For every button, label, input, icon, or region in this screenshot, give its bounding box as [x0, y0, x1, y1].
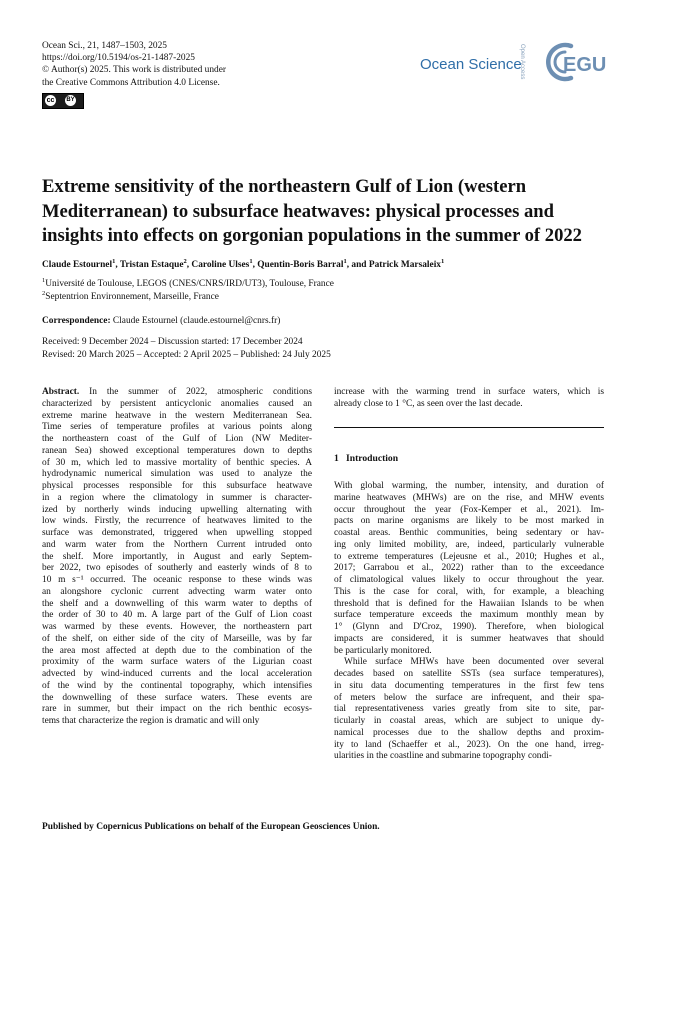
paper-title: [42, 175, 622, 249]
text-line: of 30 m, which led to massive mortality of benthic species. A: [42, 457, 312, 468]
introduction-body: [334, 481, 604, 763]
published-dates: Revised: 20 March 2025 – Accepted: 2 April 2025 – Published: 24 July 2025: [42, 350, 331, 360]
section-number: 1: [334, 453, 339, 464]
author-list: Claude Estournel$^1$, Tristan Estaque$^2$, Caroline Ulses$^1$, Quentin-Boris Barral$^1$, and Patrick Marsaleix$^1$: [42, 258, 445, 271]
text-line: the area most affected at depth due to the combination of the: [42, 645, 312, 656]
text-line: With global warming, the number, intensity, and duration of: [334, 481, 604, 491]
text-line: increase with the warming trend in surface waters, which is: [334, 387, 604, 397]
text-line: 1° (Glynn and D'Croz, 1990). Therefore, when biological: [334, 622, 604, 632]
text-line: of climatological values likely to occur throughout the year.: [334, 575, 604, 585]
text-line: 2017; Garrabou et al., 2022) rather than to the exceedance: [334, 563, 604, 574]
article-metadata: [42, 40, 226, 89]
text-line: low winds. Firstly, the recurrence of heatwaves limited to the: [42, 516, 312, 527]
license-line-1: © Author(s) 2025. This work is distributed under: [42, 65, 227, 76]
text-line: an alongshore cyclonic current advecting warm water onto: [42, 586, 312, 597]
text-line: of meters below the surface are infrequent, and their spa-: [334, 692, 604, 703]
doi-link[interactable]: https://doi.org/10.5194/os-21-1487-2025: [42, 53, 195, 64]
text-line: the shelf. More importantly, in August and early Septem-: [42, 551, 312, 562]
egu-logo: [541, 40, 607, 84]
open-access-label: Open Access: [519, 44, 525, 80]
cc-by-license-icon[interactable]: [42, 93, 84, 109]
affiliation: $^1$Université de Toulouse, LEGOS (CNES/CNRS/IRD/UT3), Toulouse, France: [42, 277, 334, 290]
cc-icon: cc: [46, 97, 55, 104]
journal-name: Ocean Science: [420, 56, 522, 73]
text-line: ticularly in coastal areas, which are subject to unique dy-: [334, 716, 604, 726]
text-line: tems that characterize the region is dramatic and will only: [42, 716, 260, 726]
title-line: Extreme sensitivity of the northeastern Gulf of Lion (western: [42, 176, 527, 197]
author-name: Claude Estournel: [42, 260, 113, 271]
section-title: Introduction: [346, 453, 399, 464]
text-line: of the wind by the continental topography, which intensifies: [42, 680, 312, 691]
citation: Ocean Sci., 21, 1487–1503, 2025: [42, 41, 167, 51]
text-line: Time series of temperature profiles at various points along: [42, 422, 312, 433]
abstract: [42, 387, 312, 728]
abstract-label: Abstract.: [42, 387, 90, 397]
text-line: tial representativeness varies greatly from site to site, par-: [334, 704, 604, 715]
text-line: ity to land (Schaeffer et al., 2023). On the one hand, irreg-: [334, 739, 604, 750]
text-line: This is the case for coral, with, for example, a bleaching: [334, 586, 604, 597]
text-line: hydrodynamic numerical simulation was used to analyze the: [42, 469, 312, 480]
section-heading: [334, 453, 398, 464]
text-line: impacts are considered, it is summer heatwaves that should: [334, 633, 604, 644]
text-line: ing only limited mobility, are, indeed, particularly vulnerable: [334, 539, 604, 550]
text-line: 10 m s⁻¹ occurred. The oceanic response to these winds was: [42, 575, 312, 585]
text-line: pacts on marine organisms are likely to be most marked in: [334, 516, 604, 527]
text-line: physical processes responsible for this subsurface heatwave: [42, 481, 312, 491]
author-name: Patrick Marsaleix: [368, 260, 441, 271]
text-line: the shelf and a downwelling of this warm water to depths of: [42, 598, 312, 609]
text-line: marine heatwaves (MHWs) are on the rise, and MHW events: [334, 492, 604, 503]
text-line: extreme marine heatwave in the western Mediterranean Sea.: [42, 410, 312, 421]
text-line: ranean Sea) showed exceptional temperatures down to depths: [42, 445, 312, 456]
text-line: already close to 1 °C, as seen over the last decade.: [334, 398, 523, 409]
affiliation: $^2$Septentrion Environnement, Marseille, France: [42, 290, 219, 303]
text-line: the northeastern coast of the Gulf of Lion (NW Mediter-: [42, 434, 312, 444]
correspondence-label: Correspondence:: [42, 316, 111, 326]
correspondence: [42, 316, 280, 326]
egu-logo-text: EGU: [563, 54, 607, 76]
correspondence-contact[interactable]: Claude Estournel (claude.estournel@cnrs.fr): [112, 316, 281, 326]
text-line: Abstract. In the summer of 2022, atmospheric conditions: [42, 387, 313, 397]
text-line: threshold that is defined for the Hawaiian Islands to be when: [334, 598, 604, 609]
author-name: Tristan Estaque: [119, 260, 184, 271]
text-line: to extreme temperatures (Lejeusne et al., 2010; Hughes et al.,: [334, 551, 604, 562]
text-line: the order of 30 to 40 m. A large part of the Gulf of Lion coast: [42, 610, 312, 621]
title-line: insights into effects on gorgonian populations in the summer of 2022: [42, 225, 582, 246]
text-line: was warmed by these events. However, the northeastern part: [42, 622, 312, 632]
author-name: Quentin-Boris Barral: [257, 260, 344, 271]
text-line: occur throughout the year (Fox-Kemper et al., 2021). Im-: [334, 504, 604, 515]
text-line: in a region where the climatology in summer is character-: [42, 492, 312, 503]
abstract-divider: [334, 427, 604, 428]
text-line: namical processes due to the shallow depths and proxim-: [334, 727, 604, 738]
title-line: Mediterranean) to subsurface heatwaves: physical processes and: [42, 200, 554, 222]
text-line: rare in summer, but their impact on the rich benthic ecosys-: [42, 704, 312, 715]
text-line: characterized by persistent anticyclonic anomalies caused an: [42, 398, 312, 409]
received-dates: Received: 9 December 2024 – Discussion started: 17 December 2024: [42, 337, 303, 347]
text-line: ized by northerly winds inducing upwelling alternating with: [42, 504, 312, 515]
text-line: surface temperature exceeds the maximum monthly mean by: [334, 610, 604, 621]
text-line: of the shelf, on either side of the city of Marseille, was by far: [42, 633, 312, 644]
text-line: While surface MHWs have been documented over several: [344, 657, 604, 668]
text-line: and warm water from the Northern Current intruded onto: [42, 539, 312, 550]
text-line: ularities in the coastline and submarine topography condi-: [334, 751, 552, 762]
abstract-continued: [334, 387, 604, 411]
text-line: surface was demonstrated, triggered when upwelling stopped: [42, 528, 312, 538]
publisher-footer: Published by Copernicus Publications on behalf of the European Geosciences Union.: [42, 822, 380, 832]
text-line: decades based on satellite SSTs (sea surface temperatures),: [334, 669, 604, 679]
text-line: the downwelling of these surface waters. These events are: [42, 692, 312, 703]
text-line: advected by wind-induced currents and the local acceleration: [42, 669, 312, 679]
by-icon: BY: [65, 95, 76, 106]
text-line: in situ data documenting temperatures in the first few tens: [334, 680, 604, 691]
text-line: coastal areas. Benthic communities, being sedentary or hav-: [334, 528, 604, 538]
license-line-2: the Creative Commons Attribution 4.0 License.: [42, 77, 220, 88]
text-line: be particularly monitored.: [334, 645, 432, 656]
text-line: proximity of the warm surface waters of the Ligurian coast: [42, 657, 312, 668]
author-name: Caroline Ulses: [191, 260, 250, 271]
text-line: ber 2022, two episodes of southerly and easterly winds of 8 to: [42, 563, 312, 574]
